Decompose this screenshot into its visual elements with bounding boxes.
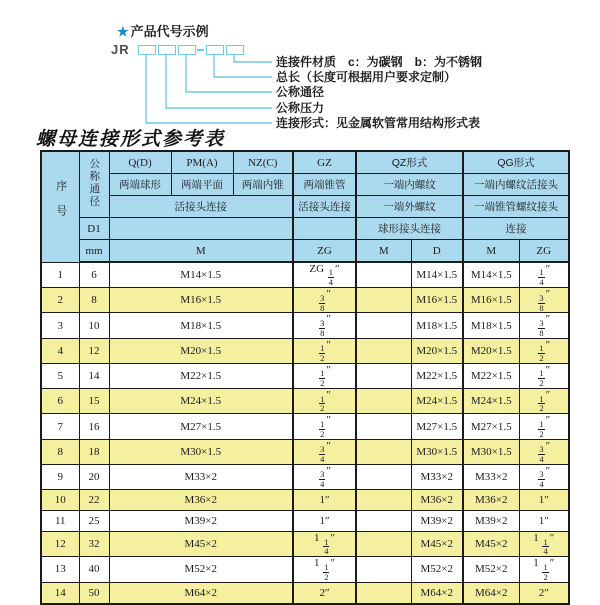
header-zg-qg: ZG bbox=[519, 240, 569, 263]
header-m-span: M bbox=[109, 240, 293, 263]
qz-d-cell: M22×1.5 bbox=[411, 363, 463, 388]
dn-cell: 6 bbox=[79, 262, 109, 288]
qg-zg-cell: $\frac{1}{2}$ ″ bbox=[519, 389, 569, 414]
header-m-qz: M bbox=[356, 240, 411, 263]
row-number-cell: 7 bbox=[41, 414, 79, 439]
qg-zg-cell: $\frac{1}{4}$ ″ bbox=[519, 262, 569, 288]
header-qz-sub1: 一端内螺纹 bbox=[356, 174, 463, 196]
row-number-cell: 1 bbox=[41, 262, 79, 288]
header-empty-span bbox=[109, 218, 293, 240]
code-label-material: 连接件材质 c：为碳钢 b：为不锈钢 bbox=[276, 55, 483, 69]
table-row bbox=[41, 389, 569, 414]
qg-zg-cell: $\frac{3}{4}$ ″ bbox=[519, 464, 569, 489]
qz-d-cell: M16×1.5 bbox=[411, 288, 463, 313]
row-number-cell: 13 bbox=[41, 557, 79, 582]
code-box-4 bbox=[206, 45, 224, 55]
header-union-span: 活接头连接 bbox=[109, 196, 293, 218]
header-gz-sub: 两端锥管 bbox=[293, 174, 356, 196]
table-row bbox=[41, 439, 569, 464]
qg-m-cell: M52×2 bbox=[463, 557, 519, 582]
m-value-cell: M22×1.5 bbox=[109, 363, 293, 388]
row-number-cell: 3 bbox=[41, 313, 79, 338]
qz-d-cell: M20×1.5 bbox=[411, 338, 463, 363]
table-row bbox=[41, 532, 569, 557]
dn-cell: 18 bbox=[79, 439, 109, 464]
code-label-diameter: 公称通径 bbox=[276, 85, 325, 99]
header-qg-sub2: 一端锥管螺纹接头 bbox=[463, 196, 569, 218]
header-qg-sub1: 一端内螺纹活接头 bbox=[463, 174, 569, 196]
qz-d-cell: M64×2 bbox=[411, 582, 463, 604]
dn-cell: 15 bbox=[79, 389, 109, 414]
m-value-cell: M24×1.5 bbox=[109, 389, 293, 414]
qz-d-cell: M14×1.5 bbox=[411, 262, 463, 288]
table-row bbox=[41, 414, 569, 439]
qz-d-cell: M45×2 bbox=[411, 532, 463, 557]
m-value-cell: M30×1.5 bbox=[109, 439, 293, 464]
header-qz-sub2: 一端外螺纹 bbox=[356, 196, 463, 218]
table-row bbox=[41, 262, 569, 288]
header-col-pm: PM(A) bbox=[171, 151, 233, 174]
header-dn: 公称通径 bbox=[79, 151, 109, 218]
code-box-5 bbox=[226, 45, 244, 55]
dn-cell: 50 bbox=[79, 582, 109, 604]
m-value-cell: M36×2 bbox=[109, 490, 293, 511]
qz-m-cell bbox=[356, 414, 411, 439]
header-nz-sub: 两端内锥 bbox=[233, 174, 293, 196]
header-seq: 序号 bbox=[41, 151, 79, 262]
qg-m-cell: M30×1.5 bbox=[463, 439, 519, 464]
header-d1: D1 bbox=[79, 218, 109, 240]
header-gz-empty bbox=[293, 218, 356, 240]
qz-m-cell bbox=[356, 490, 411, 511]
header-q-sub: 两端球形 bbox=[109, 174, 171, 196]
qz-d-cell: M27×1.5 bbox=[411, 414, 463, 439]
dn-cell: 25 bbox=[79, 511, 109, 532]
gz-value-cell: $\frac{3}{8}$ ″ bbox=[293, 313, 356, 338]
row-number-cell: 10 bbox=[41, 490, 79, 511]
m-value-cell: M33×2 bbox=[109, 464, 293, 489]
gz-value-cell: 1 $\frac{1}{4}$ ″ bbox=[293, 532, 356, 557]
m-value-cell: M18×1.5 bbox=[109, 313, 293, 338]
table-row bbox=[41, 288, 569, 313]
qg-zg-cell: 1″ bbox=[519, 490, 569, 511]
row-number-cell: 5 bbox=[41, 363, 79, 388]
gz-value-cell: ZG $\frac{1}{4}$ ″ bbox=[293, 262, 356, 288]
dn-cell: 32 bbox=[79, 532, 109, 557]
code-box-3 bbox=[178, 45, 196, 55]
row-number-cell: 12 bbox=[41, 532, 79, 557]
qg-zg-cell: $\frac{1}{2}$ ″ bbox=[519, 414, 569, 439]
qg-m-cell: M16×1.5 bbox=[463, 288, 519, 313]
m-value-cell: M64×2 bbox=[109, 582, 293, 604]
code-label-length: 总长（长度可根据用户要求定制） bbox=[276, 70, 457, 84]
dn-cell: 12 bbox=[79, 338, 109, 363]
m-value-cell: M20×1.5 bbox=[109, 338, 293, 363]
header-col-qz: QZ形式 bbox=[356, 151, 463, 174]
qz-m-cell bbox=[356, 288, 411, 313]
qg-m-cell: M20×1.5 bbox=[463, 338, 519, 363]
qz-d-cell: M52×2 bbox=[411, 557, 463, 582]
m-value-cell: M52×2 bbox=[109, 557, 293, 582]
qz-m-cell bbox=[356, 582, 411, 604]
table-title: 螺母连接形式参考表 bbox=[36, 128, 226, 150]
gz-value-cell: 1″ bbox=[293, 511, 356, 532]
row-number-cell: 2 bbox=[41, 288, 79, 313]
header-col-q: Q(D) bbox=[109, 151, 171, 174]
qz-m-cell bbox=[356, 313, 411, 338]
header-d-qz: D bbox=[411, 240, 463, 263]
dn-cell: 22 bbox=[79, 490, 109, 511]
star-icon: ★ bbox=[117, 24, 129, 39]
gz-value-cell: 2″ bbox=[293, 582, 356, 604]
header-gz-union: 活接头连接 bbox=[293, 196, 356, 218]
qg-zg-cell: 2″ bbox=[519, 582, 569, 604]
qg-zg-cell: $\frac{1}{2}$ ″ bbox=[519, 338, 569, 363]
qz-m-cell bbox=[356, 532, 411, 557]
qg-m-cell: M36×2 bbox=[463, 490, 519, 511]
qg-m-cell: M27×1.5 bbox=[463, 414, 519, 439]
qz-m-cell bbox=[356, 389, 411, 414]
dn-cell: 20 bbox=[79, 464, 109, 489]
nut-connection-reference-table bbox=[40, 150, 570, 605]
qg-zg-cell: $\frac{3}{4}$ ″ bbox=[519, 439, 569, 464]
gz-value-cell: $\frac{1}{2}$ ″ bbox=[293, 363, 356, 388]
qg-zg-cell: $\frac{1}{2}$ ″ bbox=[519, 363, 569, 388]
product-code-prefix: JR bbox=[111, 42, 130, 57]
qz-m-cell bbox=[356, 363, 411, 388]
gz-value-cell: 1″ bbox=[293, 490, 356, 511]
qg-m-cell: M64×2 bbox=[463, 582, 519, 604]
qz-m-cell bbox=[356, 262, 411, 288]
header-m-qg: M bbox=[463, 240, 519, 263]
header-qz-sub3: 球形接头连接 bbox=[356, 218, 463, 240]
qz-m-cell bbox=[356, 439, 411, 464]
table-row bbox=[41, 557, 569, 582]
code-box-1 bbox=[138, 45, 156, 55]
header-col-gz: GZ bbox=[293, 151, 356, 174]
header-qg-sub3: 连接 bbox=[463, 218, 569, 240]
qz-d-cell: M39×2 bbox=[411, 511, 463, 532]
m-value-cell: M45×2 bbox=[109, 532, 293, 557]
table-row bbox=[41, 582, 569, 604]
qz-m-cell bbox=[356, 557, 411, 582]
qg-m-cell: M45×2 bbox=[463, 532, 519, 557]
qg-zg-cell: $\frac{3}{8}$ ″ bbox=[519, 288, 569, 313]
m-value-cell: M14×1.5 bbox=[109, 262, 293, 288]
header-col-nz: NZ(C) bbox=[233, 151, 293, 174]
dn-cell: 8 bbox=[79, 288, 109, 313]
table-row bbox=[41, 313, 569, 338]
qg-m-cell: M14×1.5 bbox=[463, 262, 519, 288]
table-row bbox=[41, 338, 569, 363]
qg-m-cell: M33×2 bbox=[463, 464, 519, 489]
diagram-heading bbox=[117, 21, 209, 40]
gz-value-cell: 1 $\frac{1}{2}$ ″ bbox=[293, 557, 356, 582]
dn-cell: 10 bbox=[79, 313, 109, 338]
row-number-cell: 11 bbox=[41, 511, 79, 532]
header-col-qg: QG形式 bbox=[463, 151, 569, 174]
table-row bbox=[41, 490, 569, 511]
gz-value-cell: $\frac{3}{4}$ ″ bbox=[293, 464, 356, 489]
row-number-cell: 8 bbox=[41, 439, 79, 464]
row-number-cell: 9 bbox=[41, 464, 79, 489]
table-row bbox=[41, 363, 569, 388]
qg-m-cell: M39×2 bbox=[463, 511, 519, 532]
row-number-cell: 4 bbox=[41, 338, 79, 363]
qz-m-cell bbox=[356, 464, 411, 489]
qz-d-cell: M33×2 bbox=[411, 464, 463, 489]
table-row bbox=[41, 464, 569, 489]
gz-value-cell: $\frac{3}{4}$ ″ bbox=[293, 439, 356, 464]
qg-m-cell: M24×1.5 bbox=[463, 389, 519, 414]
dn-cell: 40 bbox=[79, 557, 109, 582]
qz-m-cell bbox=[356, 338, 411, 363]
table-row bbox=[41, 511, 569, 532]
qg-zg-cell: $\frac{3}{8}$ ″ bbox=[519, 313, 569, 338]
dn-cell: 14 bbox=[79, 363, 109, 388]
diagram-heading-text: 产品代号示例 bbox=[130, 24, 209, 39]
code-label-connection: 连接形式：见金属软管常用结构形式表 bbox=[276, 116, 481, 130]
qg-zg-cell: 1 $\frac{1}{2}$ ″ bbox=[519, 557, 569, 582]
row-number-cell: 6 bbox=[41, 389, 79, 414]
header-zg-gz: ZG bbox=[293, 240, 356, 263]
row-number-cell: 14 bbox=[41, 582, 79, 604]
m-value-cell: M39×2 bbox=[109, 511, 293, 532]
header-pm-sub: 两端平面 bbox=[171, 174, 233, 196]
gz-value-cell: $\frac{3}{8}$ ″ bbox=[293, 288, 356, 313]
m-value-cell: M16×1.5 bbox=[109, 288, 293, 313]
qz-d-cell: M18×1.5 bbox=[411, 313, 463, 338]
qz-d-cell: M36×2 bbox=[411, 490, 463, 511]
m-value-cell: M27×1.5 bbox=[109, 414, 293, 439]
qg-m-cell: M22×1.5 bbox=[463, 363, 519, 388]
header-mm: mm bbox=[79, 240, 109, 263]
qg-zg-cell: 1″ bbox=[519, 511, 569, 532]
qg-zg-cell: 1 $\frac{1}{4}$ ″ bbox=[519, 532, 569, 557]
code-box-2 bbox=[158, 45, 176, 55]
gz-value-cell: $\frac{1}{2}$ ″ bbox=[293, 389, 356, 414]
qz-d-cell: M30×1.5 bbox=[411, 439, 463, 464]
qz-m-cell bbox=[356, 511, 411, 532]
code-label-pressure: 公称压力 bbox=[276, 101, 325, 115]
code-dash bbox=[197, 49, 204, 51]
gz-value-cell: $\frac{1}{2}$ ″ bbox=[293, 414, 356, 439]
qg-m-cell: M18×1.5 bbox=[463, 313, 519, 338]
dn-cell: 16 bbox=[79, 414, 109, 439]
gz-value-cell: $\frac{1}{2}$ ″ bbox=[293, 338, 356, 363]
qz-d-cell: M24×1.5 bbox=[411, 389, 463, 414]
